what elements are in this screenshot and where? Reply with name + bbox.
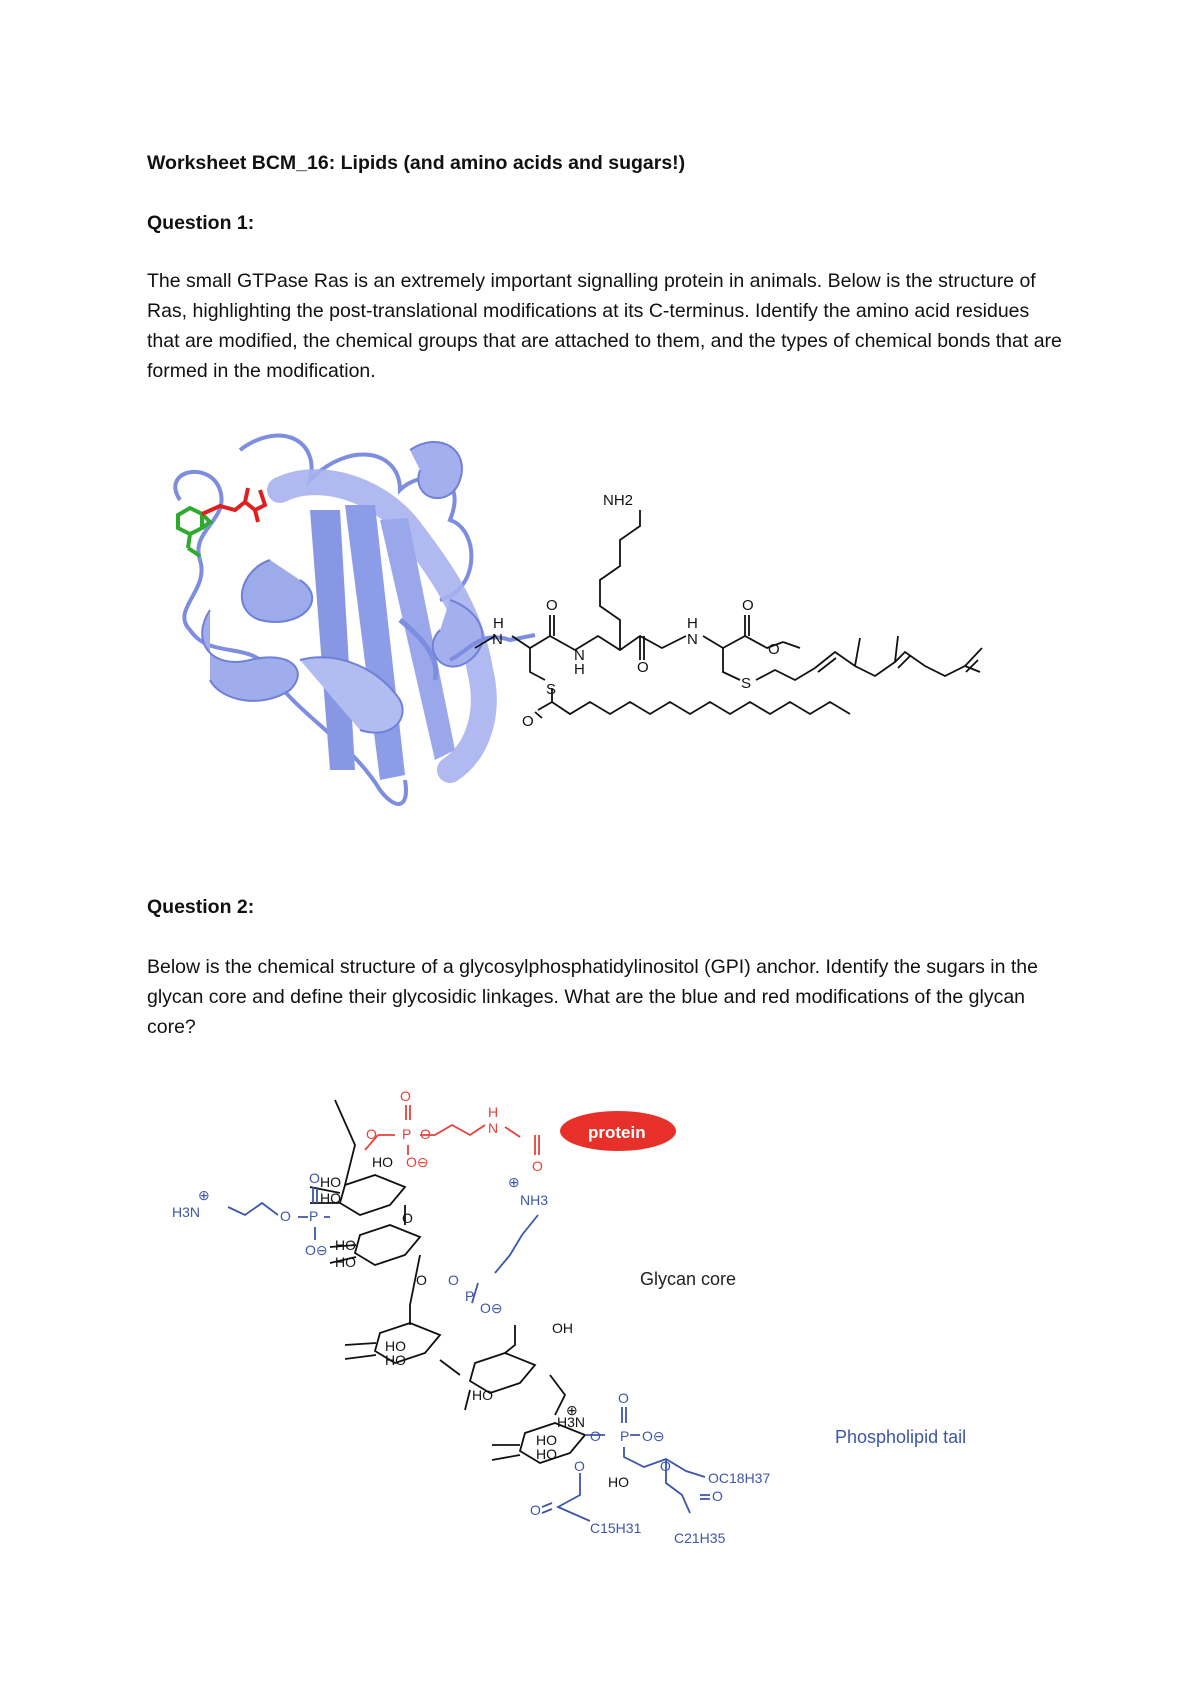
question-2-body: Below is the chemical structure of a glycosylphosphatidylinositol (GPI) anchor. Identify the sugars in the glycan core and define their glycosidic linkages. What are the blue and red modifications of the glycan core? <box>147 956 1038 1038</box>
gpi-c21h35: C21H35 <box>674 1530 726 1546</box>
gpi-ho-6: HO <box>385 1338 406 1354</box>
label-h2: H <box>574 661 585 678</box>
gpi-blue-o1: O <box>280 1208 291 1224</box>
gpi-tail-o5: O <box>530 1502 541 1518</box>
label-nh2: NH2 <box>603 492 634 509</box>
question-1-heading: Question 1: <box>147 212 255 234</box>
gpi-blue-o3: O <box>448 1272 459 1288</box>
label-n1: N <box>492 631 503 648</box>
gpi-ho-5: HO <box>335 1254 356 1270</box>
gpi-c15h31: C15H31 <box>590 1520 642 1536</box>
gpi-plus-middle: ⊕ <box>508 1174 520 1190</box>
label-o3: O <box>742 597 754 614</box>
gpi-h3n-left: H3N <box>172 1204 201 1220</box>
gpi-o-2: O <box>416 1272 427 1288</box>
gpi-blue-ominus2: O⊖ <box>480 1300 503 1316</box>
gpi-blue-ominus1: O⊖ <box>305 1242 328 1258</box>
label-o5: O <box>522 713 534 730</box>
gpi-ho-4: HO <box>335 1237 356 1253</box>
gpi-tail-o2: O <box>590 1428 601 1444</box>
ras-structure-figure <box>150 410 990 820</box>
gpi-ho-10: HO <box>536 1446 557 1462</box>
gpi-plus-inositol: ⊕ <box>566 1402 578 1418</box>
ras-protein-ribbon <box>175 436 535 804</box>
gpi-red-p: P <box>402 1126 412 1142</box>
gpi-ho-9: HO <box>536 1432 557 1448</box>
gpi-red-o-left: O <box>366 1126 377 1142</box>
label-h3: H <box>687 615 698 632</box>
gpi-h3n-inositol: H3N <box>557 1414 586 1430</box>
gpi-nh3-middle: NH3 <box>520 1192 549 1208</box>
gpi-blue-p2: P <box>465 1288 475 1304</box>
gpi-tail-o6: O <box>712 1488 723 1504</box>
gpi-red-o-right: O <box>420 1126 431 1142</box>
gpi-ho-2: HO <box>320 1174 341 1190</box>
gpi-ho-8: HO <box>472 1387 493 1403</box>
glycan-core-label: Glycan core <box>640 1269 737 1289</box>
gpi-tail-p: P <box>620 1428 630 1444</box>
gpi-o-1: O <box>402 1210 413 1226</box>
gpi-oc18h37: OC18H37 <box>708 1470 771 1486</box>
label-o1: O <box>546 597 558 614</box>
protein-linkage <box>365 1105 539 1155</box>
label-o2: O <box>637 659 649 676</box>
gpi-red-n: N <box>488 1120 499 1136</box>
phospholipid-tail-label: Phospholipid tail <box>835 1427 967 1447</box>
label-o4: O <box>768 641 780 658</box>
label-s2: S <box>741 675 752 692</box>
gpi-ho-7: HO <box>385 1352 406 1368</box>
gpi-anchor-figure <box>172 1075 1020 1565</box>
gpi-tail-o1: O <box>618 1390 629 1406</box>
label-n3: N <box>687 631 698 648</box>
gpi-blue-o2: O <box>309 1170 320 1186</box>
gpi-tail-ominus: O⊖ <box>642 1428 665 1444</box>
ethanolamine-phosphate-middle <box>472 1215 538 1303</box>
question-2-heading: Question 2: <box>147 896 255 918</box>
label-h1: H <box>493 615 504 632</box>
worksheet-title: Worksheet BCM_16: Lipids (and amino acids and sugars!) <box>147 152 686 174</box>
protein-label: protein <box>588 1123 646 1142</box>
gpi-tail-o4: O <box>574 1458 585 1474</box>
gpi-ho-11: HO <box>608 1474 629 1490</box>
label-s1: S <box>546 681 557 698</box>
gpi-tail-o3: O <box>660 1458 671 1474</box>
gpi-ho-3: HO <box>320 1190 341 1206</box>
label-n2: N <box>574 647 585 664</box>
gpi-blue-p1: P <box>309 1208 319 1224</box>
gpi-oh: OH <box>552 1320 573 1336</box>
gpi-red-h: H <box>488 1104 499 1120</box>
question-1-body: The small GTPase Ras is an extremely important signalling protein in animals. Below is the structure of Ras, highlighting the post-translational modifications at its C-terminus. Identify the amino acid residues that are modified, the chemical groups that are attached to them, and the types of chemical bonds that are formed in the modification. <box>147 270 1062 382</box>
gpi-red-o-top: O <box>400 1088 411 1104</box>
gpi-plus-left: ⊕ <box>198 1187 210 1203</box>
gpi-red-o-carbonyl: O <box>532 1158 543 1174</box>
gpi-red-ominus: O⊖ <box>406 1154 429 1170</box>
gpi-ho-1: HO <box>372 1154 393 1170</box>
